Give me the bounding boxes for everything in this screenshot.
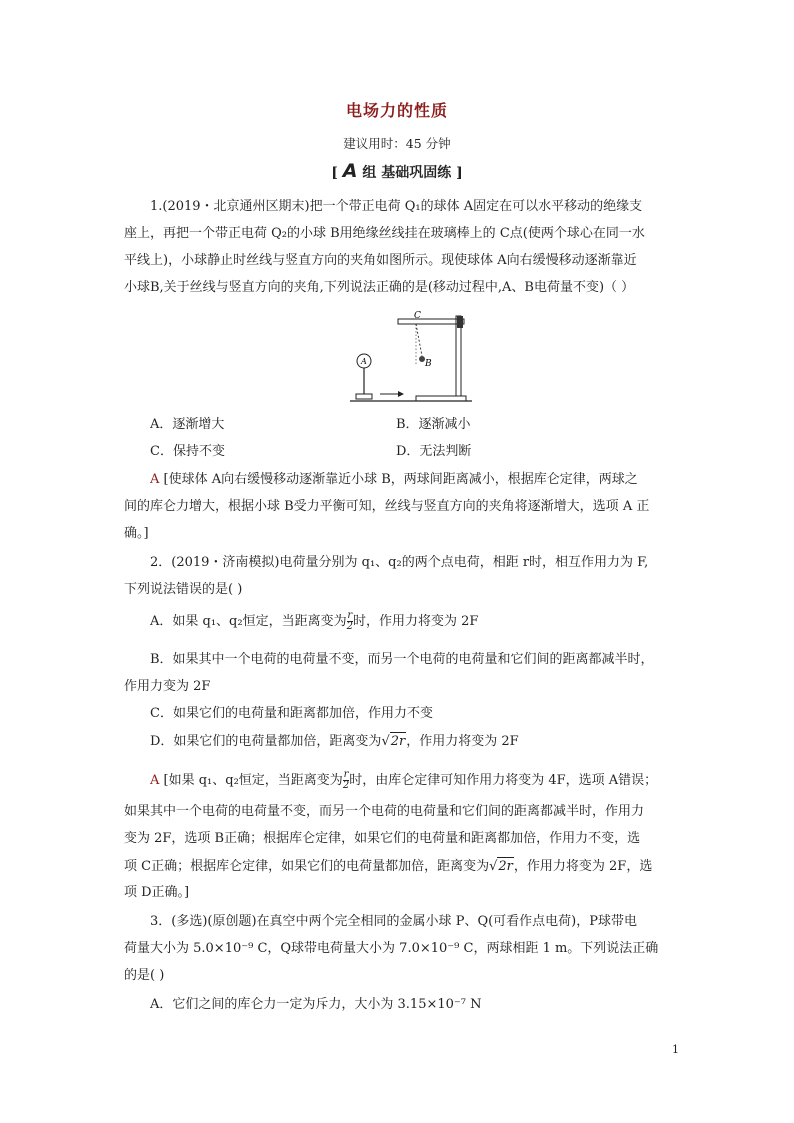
- q1-option-a: A．逐渐增大: [150, 417, 225, 432]
- q1-line-3: 平线上)，小球静止时丝线与竖直方向的夹角如图所示。现使球体 A向右缓慢移动逐渐靠近: [124, 253, 637, 268]
- label-c: C: [414, 311, 421, 321]
- q1-answer-letter: A: [150, 472, 160, 487]
- q1-answer-line-2: 间的库仑力增大，根据小球 B受力平衡可知，丝线与竖直方向的夹角将逐渐增大，选项 A 正: [124, 499, 650, 514]
- q2-option-c: C．如果它们的电荷量和距离都加倍，作用力不变: [150, 706, 433, 721]
- q2-option-a: A．如果 q₁、q₂恒定，当距离变为 $\frac{r}{2}$ 时，作用力将变为 2F: [150, 610, 479, 632]
- bracket-left: [: [331, 165, 338, 181]
- q1-option-c: C．保持不变: [150, 444, 225, 459]
- group-heading: [0, 160, 794, 182]
- sqrt-2r-answer: 2r: [498, 859, 513, 874]
- group-heading-text: 组 基础巩固练: [362, 165, 452, 181]
- q2-option-b-line-1: B．如果其中一个电荷的电荷量不变，而另一个电荷的电荷量和它们间的距离都减半时，: [150, 652, 654, 667]
- page-number: 1: [672, 1043, 679, 1056]
- q1-option-b: B．逐渐减小: [396, 417, 471, 432]
- label-b: B: [425, 359, 432, 369]
- q1-line-1: 1.(2019・北京通州区期末)把一个带正电荷 Q₁的球体 A固定在可以水平移动的绝缘支: [150, 199, 643, 214]
- q1-line-4: 小球B,关于丝线与竖直方向的夹角,下列说法正确的是(移动过程中,A、B电荷量不变)（ ）: [124, 280, 635, 295]
- q3-line-2: 荷量大小为 5.0×10⁻⁹ C，Q球带电荷量大小为 7.0×10⁻⁹ C，两球相距 1 m。下列说法正确: [124, 941, 659, 956]
- sqrt-2r: 2r: [390, 734, 406, 749]
- q3-option-a: A．它们之间的库仑力一定为斥力，大小为 3.15×10⁻⁷ N: [150, 997, 482, 1012]
- q1-answer-line-1: A [使球体 A向右缓慢移动逐渐靠近小球 B，两球间距离减小，根据库仑定律，两球之: [150, 472, 638, 487]
- q2-option-d: D．如果它们的电荷量都加倍，距离变为√2r，作用力将变为 2F: [150, 734, 519, 749]
- q1-answer-line-3: 确。]: [124, 526, 149, 541]
- suggested-time: 建议用时：45 分钟: [343, 136, 451, 151]
- fraction-r-over-2: $\frac{r}{2}$: [346, 610, 353, 632]
- q2-answer-letter: A: [150, 773, 160, 788]
- q2-line-1: 2．(2019・济南模拟)电荷量分别为 q₁、q₂的两个点电荷，相距 r时，相互作用力为 F,: [150, 555, 649, 570]
- group-letter: A: [342, 160, 358, 182]
- q1-line-2: 座上，再把一个带正电荷 Q₂的小球 B用绝缘丝线挂在玻璃棒上的 C点(使两个球心在同一水: [124, 226, 645, 241]
- q3-line-3: 的是( ): [124, 968, 165, 983]
- q2-answer-line-5: 项 D正确。]: [124, 885, 190, 900]
- fraction-r-over-2-answer: $\frac{r}{2}$: [342, 769, 350, 791]
- q2-option-b-line-2: 作用力变为 2F: [124, 679, 211, 694]
- q2-line-2: 下列说法错误的是( ): [124, 582, 243, 597]
- page-title: 电场力的性质: [345, 101, 448, 120]
- q2-answer-line-1: A [如果 q₁、q₂恒定，当距离变为 $\frac{r}{2}$ 时，由库仑定律可知作用力将变为 4F，选项 A错误；: [150, 769, 658, 791]
- q2-answer-line-4: 项 C正确；根据库仑定律，如果它们的电荷量都加倍，距离变为√2r，作用力将变为 2F，选: [124, 859, 653, 874]
- label-a: A: [361, 357, 367, 366]
- q3-line-1: 3．(多选)(原创题)在真空中两个完全相同的金属小球 P、Q(可看作点电荷)，P球带电: [150, 914, 637, 929]
- q2-answer-line-3: 变为 2F，选项 B正确；根据库仑定律，如果它们的电荷量和距离都加倍，作用力不变，选: [124, 831, 641, 846]
- q1-figure: [346, 306, 476, 408]
- bracket-right: ]: [456, 165, 463, 181]
- q1-option-d: D．无法判断: [396, 444, 472, 459]
- q2-answer-line-2: 如果其中一个电荷的电荷量不变，而另一个电荷的电荷量和它们间的距离都减半时，作用力: [124, 804, 645, 819]
